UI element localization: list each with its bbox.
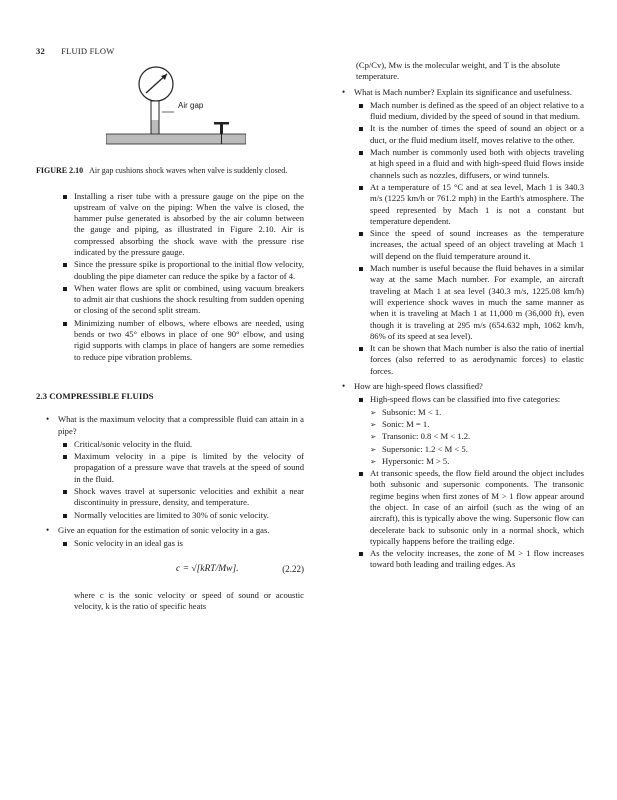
page-number: 32 [36,46,45,56]
left-column [36,58,304,621]
running-title: FLUID FLOW [61,46,115,56]
list-item: Sonic velocity in an ideal gas is [62,538,304,549]
category-item: ➢ Hypersonic: M > 5. [370,456,584,467]
air-gap-label: Air gap [178,101,204,110]
question: • How are high-speed flows classified? [340,381,584,392]
list-item: It is the number of times the speed of sound an object or a duct, or the fluid medium itself, moves relative to the other. [358,123,584,146]
section-heading: 2.3 COMPRESSIBLE FLUIDS [36,390,154,401]
list-item: As the velocity increases, the zone of M > 1 flow increases toward both leading and trailing edges. As [358,548,584,571]
question: • Give an equation for the estimation of sonic velocity in a gas. [44,525,304,536]
list-item: At a temperature of 15 °C and at sea level, Mach 1 is 340.3 m/s (1225 km/h or 761.2 mph) in the Earth's atmosphere. The speed represented by Mach 1 is not a constant but temperature dependent. [358,182,584,227]
equation-explanation: where c is the sonic velocity or speed of sound or acoustic velocity, k is the ratio of specific heats [74,589,304,611]
category-item: ➢ Subsonic: M < 1. [370,407,584,418]
list-item: Since the pressure spike is proportional to the initial flow velocity, doubling the pipe diameter can reduce the spike by a factor of 4. [62,259,304,282]
list-item: When water flows are split or combined, using vacuum breakers to admit air that cushions the shock resulting from sudden opening or closing of the second split stream. [62,283,304,317]
category-item: ➢ Sonic: M = 1. [370,419,584,430]
air-gap-diagram [106,62,246,166]
sonic-velocity-equation: c = √[kRT/Mw]. [176,563,239,574]
question: • What is Mach number? Explain its significance and usefulness. [340,87,584,98]
running-header [36,46,114,56]
category-item: ➢ Supersonic: 1.2 < M < 5. [370,444,584,455]
list-item: It can be shown that Mach number is also the ratio of inertial forces (also referred to as aerodynamic forces) to elastic forces. [358,343,584,377]
list-item: Mach number is defined as the speed of an object relative to a fluid medium, divided by the speed of sound in that medium. [358,100,584,123]
category-item: ➢ Transonic: 0.8 < M < 1.2. [370,431,584,442]
equation-number: (2.22) [282,563,304,574]
equation-row [36,560,304,584]
list-item: Normally velocities are limited to 30% of sonic velocity. [62,510,304,521]
figure-caption-text: Air gap cushions shock waves when valve is suddenly closed. [89,166,288,175]
figure-2-10 [36,58,304,166]
figure-label: FIGURE 2.10 [36,166,84,175]
figure-caption [36,166,304,177]
list-item: Mach number is commonly used both with objects traveling at high speed in a fluid and with high-speed fluid flows inside channels such as nozzles, diffusers, or wind tunnels. [358,147,584,181]
list-item: Minimizing number of elbows, where elbows are needed, using bends or two 45° elbows in place of one 90° elbow, and using rigid supports with clamps in place of hangers are some remedies to reduce pipe vibration problems. [62,318,304,363]
right-column [332,60,584,571]
question: • What is the maximum velocity that a compressible fluid can attain in a pipe? [44,414,304,437]
list-item: At transonic speeds, the flow field around the object includes both subsonic and supersonic components. The transonic regime begins when first zones of M > 1 flow appear around the object. In case of an airfoil (such as the wing of an aircraft), this is typically above the wing. Supersonic flow can decelerate back to subsonic only in a normal shock, which typically happens before the trailing edge. [358,468,584,547]
list-item: High-speed flows can be classified into five categories: [358,394,584,405]
list-item: Installing a riser tube with a pressure gauge on the pipe on the upstream of valve on the piping: When the valve is closed, the hammer pulse generated is absorbed by the air column between the gauge and piping, as illustrated in Figure 2.10. Air is compressed absorbing the shock wave with the pressure rise indicated by the pressure gauge. [62,191,304,259]
list-item: Since the speed of sound increases as the temperature increases, the actual speed of an object traveling at Mach 1 will depend on the fluid temperature around it. [358,228,584,262]
list-item: Shock waves travel at supersonic velocities and exhibit a near discontinuity in pressure, density, and temperature. [62,486,304,509]
list-item: Critical/sonic velocity in the fluid. [62,439,304,450]
list-item: Maximum velocity in a pipe is limited by the velocity of propagation of a pressure wave that travels at the speed of sound in the fluid. [62,451,304,485]
continued-text: (Cp/Cv), Mw is the molecular weight, and T is the absolute temperature. [356,60,560,82]
list-item: Mach number is useful because the fluid behaves in a similar way at the same Mach number. For example, an aircraft traveling at Mach 1 at sea level (340.3 m/s, 1225.08 km/h) will experience shock waves in much the same manner as when it is traveling at Mach 1 at 11,000 m (36,000 ft), even though it is traveling at 295 m/s (654.632 mph, 1062 km/h, 86% of its speed at sea level). [358,263,584,342]
